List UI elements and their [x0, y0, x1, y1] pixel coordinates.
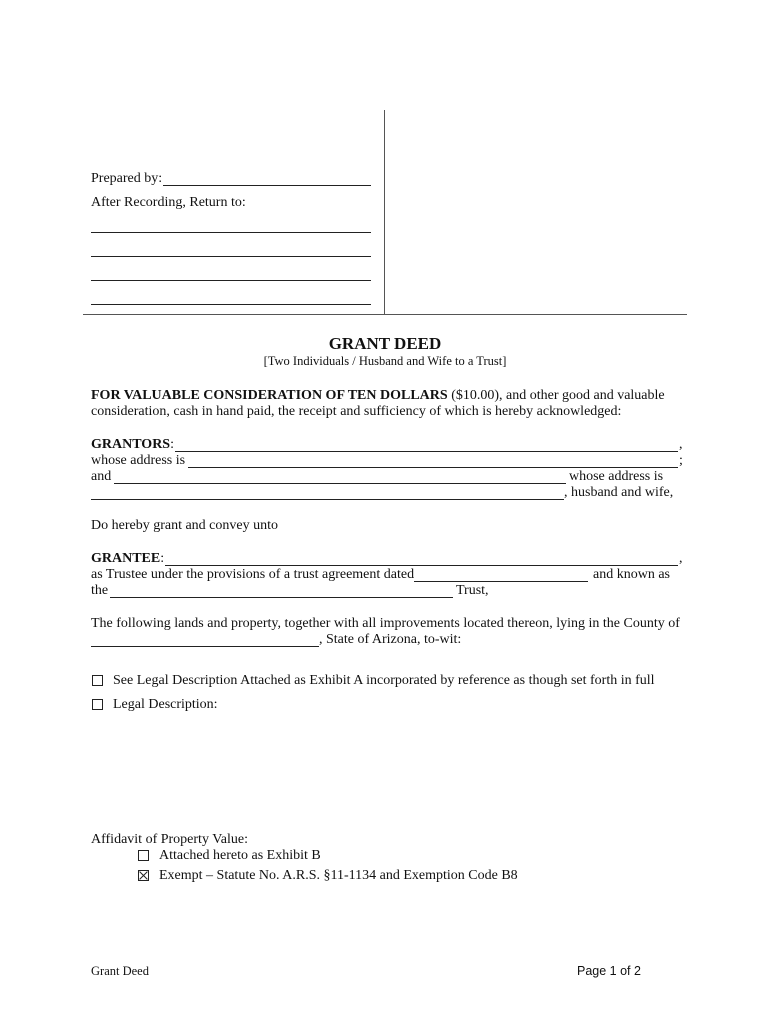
state-text: , State of Arizona, to-wit: — [319, 632, 462, 647]
grantor-2-address-label: whose address is — [569, 469, 664, 484]
exempt-checkbox[interactable] — [138, 870, 149, 881]
return-to-label: After Recording, Return to: — [91, 195, 246, 210]
grantors-colon: : — [170, 437, 174, 452]
county-field[interactable] — [91, 646, 319, 647]
lands-text: The following lands and property, together with all improvements located thereon, lying in the County of — [91, 616, 680, 631]
exhibit-a-checkbox[interactable] — [92, 675, 103, 686]
footer-page-number: Page 1 of 2 — [577, 964, 641, 978]
grantor-1-name-field[interactable] — [175, 451, 678, 452]
grantors-label-text: GRANTORS — [91, 437, 171, 452]
exempt-label: Exempt – Statute No. A.R.S. §11-1134 and Exemption Code B8 — [159, 868, 518, 883]
grantor-1-address-field[interactable] — [188, 467, 678, 468]
husband-and-wife-text: , husband and wife, — [564, 485, 674, 500]
return-to-field-2[interactable] — [91, 256, 371, 257]
grantors-label — [91, 437, 174, 453]
consideration-line-1 — [91, 388, 665, 404]
prepared-by-field[interactable] — [163, 185, 371, 186]
return-to-field-3[interactable] — [91, 280, 371, 281]
trust-label: Trust, — [456, 583, 489, 598]
trust-name-field[interactable] — [110, 597, 453, 598]
grantor-2-address-field[interactable] — [91, 499, 564, 500]
grantee-comma: , — [679, 551, 683, 566]
prepared-by-label: Prepared by: — [91, 171, 163, 186]
grantee-colon: : — [160, 551, 165, 566]
exhibit-a-label: See Legal Description Attached as Exhibit A incorporated by reference as though set forth in full — [113, 673, 655, 688]
grantor-and-label: and — [91, 469, 112, 484]
grantee-label-text: GRANTEE — [91, 551, 161, 566]
header-horizontal-divider — [83, 314, 687, 315]
trust-date-field[interactable] — [414, 581, 588, 582]
trustee-text: as Trustee under the provisions of a trust agreement dated — [91, 567, 415, 582]
legal-description-checkbox[interactable] — [92, 699, 103, 710]
return-to-field-4[interactable] — [91, 304, 371, 305]
consideration-bold: FOR VALUABLE CONSIDERATION OF TEN DOLLARS — [91, 388, 448, 403]
document-title: GRANT DEED — [328, 334, 442, 353]
affidavit-label: Affidavit of Property Value: — [91, 832, 248, 847]
footer-document-name: Grant Deed — [91, 964, 149, 978]
convey-text: Do hereby grant and convey unto — [91, 518, 278, 533]
consideration-line-2: consideration, cash in hand paid, the receipt and sufficiency of which is hereby acknowledged: — [91, 404, 622, 419]
grantor-2-name-field[interactable] — [114, 483, 566, 484]
grantee-label — [91, 551, 164, 567]
return-to-field-1[interactable] — [91, 232, 371, 233]
grantors-comma: , — [679, 437, 683, 452]
known-as-text: and known as — [593, 567, 670, 582]
attached-exhibit-b-label: Attached hereto as Exhibit B — [159, 848, 321, 863]
attached-exhibit-b-checkbox[interactable] — [138, 850, 149, 861]
document-subtitle: [Two Individuals / Husband and Wife to a Trust] — [263, 354, 507, 368]
grantor-1-address-label: whose address is — [91, 453, 186, 468]
grantee-name-field[interactable] — [165, 565, 678, 566]
header-vertical-divider — [384, 110, 385, 314]
consideration-rest: ($10.00), and other good and valuable — [447, 388, 665, 403]
the-label: the — [91, 583, 109, 598]
grantor-1-semicolon: ; — [679, 453, 683, 468]
legal-description-label: Legal Description: — [113, 697, 218, 712]
